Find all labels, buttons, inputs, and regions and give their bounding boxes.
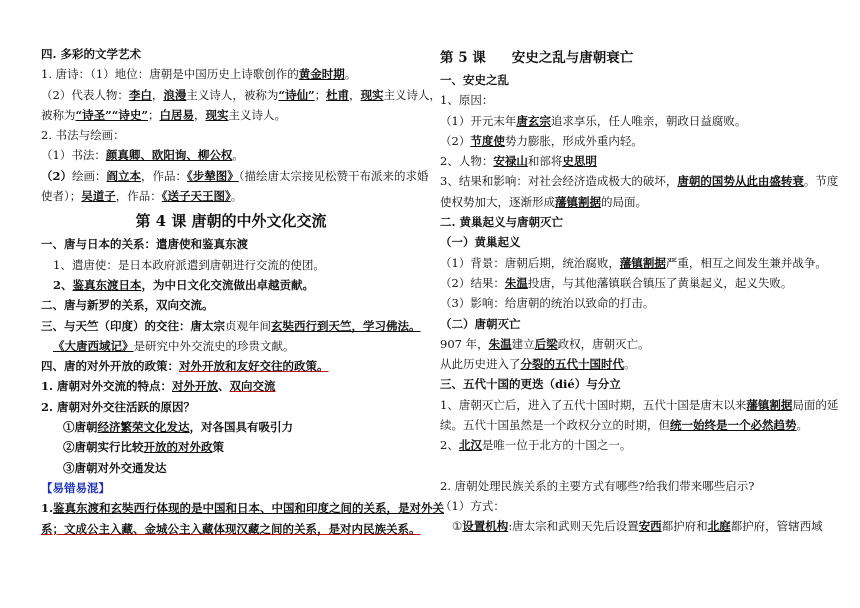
key-term: 唐朝的国势从此由盛转衰 — [677, 174, 804, 189]
section-heading: 四. 多彩的文学艺术 — [41, 47, 142, 61]
key-term: 鉴真东渡日本 — [72, 277, 142, 292]
key-term: 李白 — [128, 87, 152, 102]
key-term: “诗圣”“诗史” — [75, 107, 148, 122]
text: （2）代表人物： — [41, 87, 129, 102]
key-term: 藩镇割据 — [619, 255, 666, 270]
text: 1. — [41, 501, 54, 516]
key-term: 颜真卿、欧阳询、柳公权 — [105, 148, 233, 163]
key-term: 设置机构 — [462, 519, 509, 534]
text: 。节度 — [803, 174, 839, 189]
text: 907 年， — [440, 336, 489, 351]
text: 主义诗人，被称为 — [186, 87, 279, 102]
text: ②唐朝实行比较 — [63, 440, 144, 455]
text-line — [440, 151, 818, 171]
key-term: 朱温 — [488, 336, 512, 351]
text: （1）开元末年 — [440, 113, 517, 128]
text: 从此历史进入了 — [440, 357, 521, 372]
key-term: 唐玄宗 — [516, 113, 551, 128]
text: ，作品： — [141, 168, 188, 183]
key-term: 对外开放和友好交往的政策。 — [179, 359, 329, 374]
text: 2、 — [53, 277, 73, 292]
section-heading: 二、唐与新罗的关系，双向交流。 — [41, 298, 214, 313]
text-line — [41, 275, 421, 295]
key-term: 节度使 — [470, 133, 505, 148]
key-term: 《大唐西域记》 — [53, 338, 134, 353]
key-term: 《送子天王图》 — [161, 189, 231, 204]
lesson-title: 第 4 课 唐朝的中外文化交流 — [135, 212, 327, 231]
text-line — [440, 415, 818, 435]
text: （2） — [41, 168, 73, 183]
key-term: 双向交流 — [229, 379, 276, 394]
key-term: 鉴真东渡和玄奘西行体现的是中国和日本、中国和印度之间的关系，是对外关 — [53, 501, 445, 516]
text: 主义诗人。 — [228, 107, 286, 122]
text: 都护府和 — [661, 519, 708, 534]
key-term: “诗仙” — [278, 87, 315, 102]
text: 1. 唐诗：（1）地位：唐朝是中国历史上诗歌创作的 — [41, 67, 299, 82]
text: （1）书法： — [41, 148, 106, 163]
text: 都护府，管辖西域 — [730, 519, 823, 534]
key-term: 朱温 — [504, 275, 528, 290]
text: （描绘唐太宗接见松赞干布派来的求婚 — [238, 168, 429, 183]
text: 、 — [218, 379, 230, 394]
text: ， — [193, 107, 206, 122]
text: 。 — [232, 148, 244, 163]
text: 投唐，与其他藩镇联合镇压了黄巢起义，起义失败。 — [527, 275, 793, 290]
text-line — [440, 273, 818, 293]
section-heading: 三、五代十国的更迭（dié）与分立 — [440, 377, 621, 392]
text: 。 — [796, 418, 808, 433]
text: 局面的延 — [792, 397, 839, 412]
text: （2）结果： — [440, 275, 505, 290]
text: 三、与天竺（印度）的交往：唐太宗 — [41, 318, 225, 333]
text: 。 — [624, 357, 636, 372]
text: ①唐朝 — [63, 420, 98, 435]
key-term: 史思明 — [562, 154, 597, 169]
key-term: 现实 — [205, 107, 229, 122]
question-line: 2. 唐朝处理民族关系的主要方式有哪些?给我们带来哪些启示? — [440, 478, 755, 493]
text-line: （1）方式： — [440, 498, 505, 513]
text-line — [41, 316, 421, 336]
text-line — [440, 171, 839, 191]
text: 2、人物： — [440, 154, 494, 169]
text: ，为中日文化交流做出卓越贡献。 — [141, 277, 315, 292]
blank-line — [440, 456, 818, 476]
text-line — [41, 105, 421, 125]
text-line — [440, 192, 818, 212]
text-line — [41, 498, 445, 518]
lesson-name: 安史之乱与唐朝衰亡 — [511, 50, 634, 66]
text: 是唯一位于北方的十国之一。 — [481, 438, 632, 453]
text-line — [41, 64, 421, 84]
left-column — [41, 44, 445, 539]
text-line: ③唐朝对外交通发达 — [63, 460, 167, 475]
text: ，对各国具有吸引力 — [189, 420, 293, 435]
text: ① — [452, 519, 463, 534]
lesson-title — [440, 46, 818, 70]
subsection-heading: （二）唐朝灭亡 — [440, 316, 521, 331]
text-line — [41, 85, 442, 105]
text: 3、结果和影响：对社会经济造成极大的破坏， — [440, 174, 678, 189]
key-term: 开放的对外政 — [143, 440, 213, 455]
text: 被称为 — [41, 107, 76, 122]
key-term: 玄奘西行到天竺，学习佛法。 — [271, 318, 421, 333]
key-term: 阎立本 — [106, 168, 142, 183]
key-term: 北汉 — [458, 438, 482, 453]
text: 是研究中外交流史的珍贵文献。 — [133, 338, 295, 353]
text-line — [440, 253, 827, 273]
text: 使权势加大，逐渐形成 — [440, 194, 555, 209]
text: ， — [151, 87, 164, 102]
text: 1. 唐朝对外交流的特点： — [41, 379, 173, 394]
text: 绘画： — [72, 168, 107, 183]
text-line: 1、原因： — [440, 93, 494, 108]
callout-heading: 【易错易混】 — [41, 480, 110, 495]
text-line — [41, 376, 421, 396]
subsection-heading: （一）黄巢起义 — [440, 235, 521, 250]
text: 续。五代十国虽然是一个政权分立的时期，但 — [440, 418, 670, 433]
text: ； — [147, 107, 160, 122]
text: 。 — [230, 189, 243, 204]
text: 建立 — [511, 336, 535, 351]
key-term: 现实 — [360, 87, 384, 102]
text-line — [440, 111, 818, 131]
text: 四、唐的对外开放的政策： — [41, 359, 179, 374]
text-line — [41, 336, 421, 356]
key-term: 分裂的五代十国时代 — [520, 357, 624, 372]
text: （2） — [440, 133, 471, 148]
key-term: 系；文成公主入藏、金城公主入藏体现汉藏之间的关系，是对内民族关系。 — [41, 521, 421, 536]
key-term: 安禄山 — [493, 154, 528, 169]
text-line — [41, 186, 421, 206]
text-line — [440, 334, 818, 354]
text-line: 2. 唐朝对外交往活跃的原因？ — [41, 399, 196, 414]
lesson-number: 第 5 课 — [440, 50, 486, 66]
text: 2、 — [440, 438, 459, 453]
key-term: 吴道子 — [81, 189, 116, 204]
text: 贞观年间 — [225, 318, 271, 333]
key-term: 统一始终是一个必然趋势 — [670, 418, 797, 433]
text-line: 1、遣唐使：是日本政府派遣到唐朝进行交流的使团。 — [53, 257, 325, 272]
text: 和部将 — [527, 154, 563, 169]
text-line: （3）影响：给唐朝的统治以致命的打击。 — [440, 296, 655, 311]
text: 主义诗人， — [383, 87, 442, 102]
key-term: 对外开放 — [172, 379, 219, 394]
text-line — [41, 166, 429, 186]
key-term: 黄金时期 — [298, 67, 345, 82]
text: 策 — [212, 440, 224, 455]
section-heading: 一、唐与日本的关系：遣唐使和鉴真东渡 — [41, 237, 248, 252]
text: 追求享乐，任人唯亲，朝政日益腐败。 — [550, 113, 747, 128]
key-term: 藩镇割据 — [746, 397, 793, 412]
text: 。 — [344, 67, 357, 82]
key-term: 安西 — [638, 519, 662, 534]
text: 严重，相互之间发生兼并战争。 — [665, 255, 827, 270]
text: 政权，唐朝灭亡。 — [557, 336, 650, 351]
key-term: 经济繁荣文化发达 — [97, 420, 190, 435]
section-heading: 一、安史之乱 — [440, 73, 509, 87]
text-line — [41, 417, 421, 437]
key-term: 杜甫 — [326, 87, 350, 102]
text: :唐太宗和武则天先后设置 — [508, 519, 639, 534]
text-line — [440, 516, 823, 536]
text: 1、唐朝灭亡后，进入了五代十国时期，五代十国是唐末以来 — [440, 397, 747, 412]
text: （1）背景：唐朝后期，统治腐败， — [440, 255, 620, 270]
key-term: 《步辇图》 — [187, 168, 239, 183]
text: 势力膨胀，形成外重内轻。 — [504, 133, 643, 148]
key-term: 后梁 — [534, 336, 558, 351]
text-line — [440, 435, 818, 455]
text-line — [440, 354, 818, 374]
text: ， — [349, 87, 361, 102]
text: 的局面。 — [601, 194, 647, 209]
text: ，作品： — [115, 189, 162, 204]
key-term: 北庭 — [707, 519, 731, 534]
text: 使者）； — [41, 189, 82, 204]
key-term: 浪漫 — [163, 87, 187, 102]
key-term: 白居易 — [159, 107, 194, 122]
key-term: 藩镇割据 — [555, 194, 601, 209]
text-line — [41, 437, 421, 457]
text-line — [41, 519, 421, 539]
text-line: 2. 书法与绘画： — [41, 128, 125, 143]
text: ； — [314, 87, 327, 102]
right-column — [440, 44, 839, 537]
text-line — [440, 395, 839, 415]
section-heading: 二. 黄巢起义与唐朝灭亡 — [440, 215, 564, 230]
text-line — [41, 145, 421, 165]
text-line — [440, 131, 818, 151]
section-heading — [41, 356, 421, 376]
